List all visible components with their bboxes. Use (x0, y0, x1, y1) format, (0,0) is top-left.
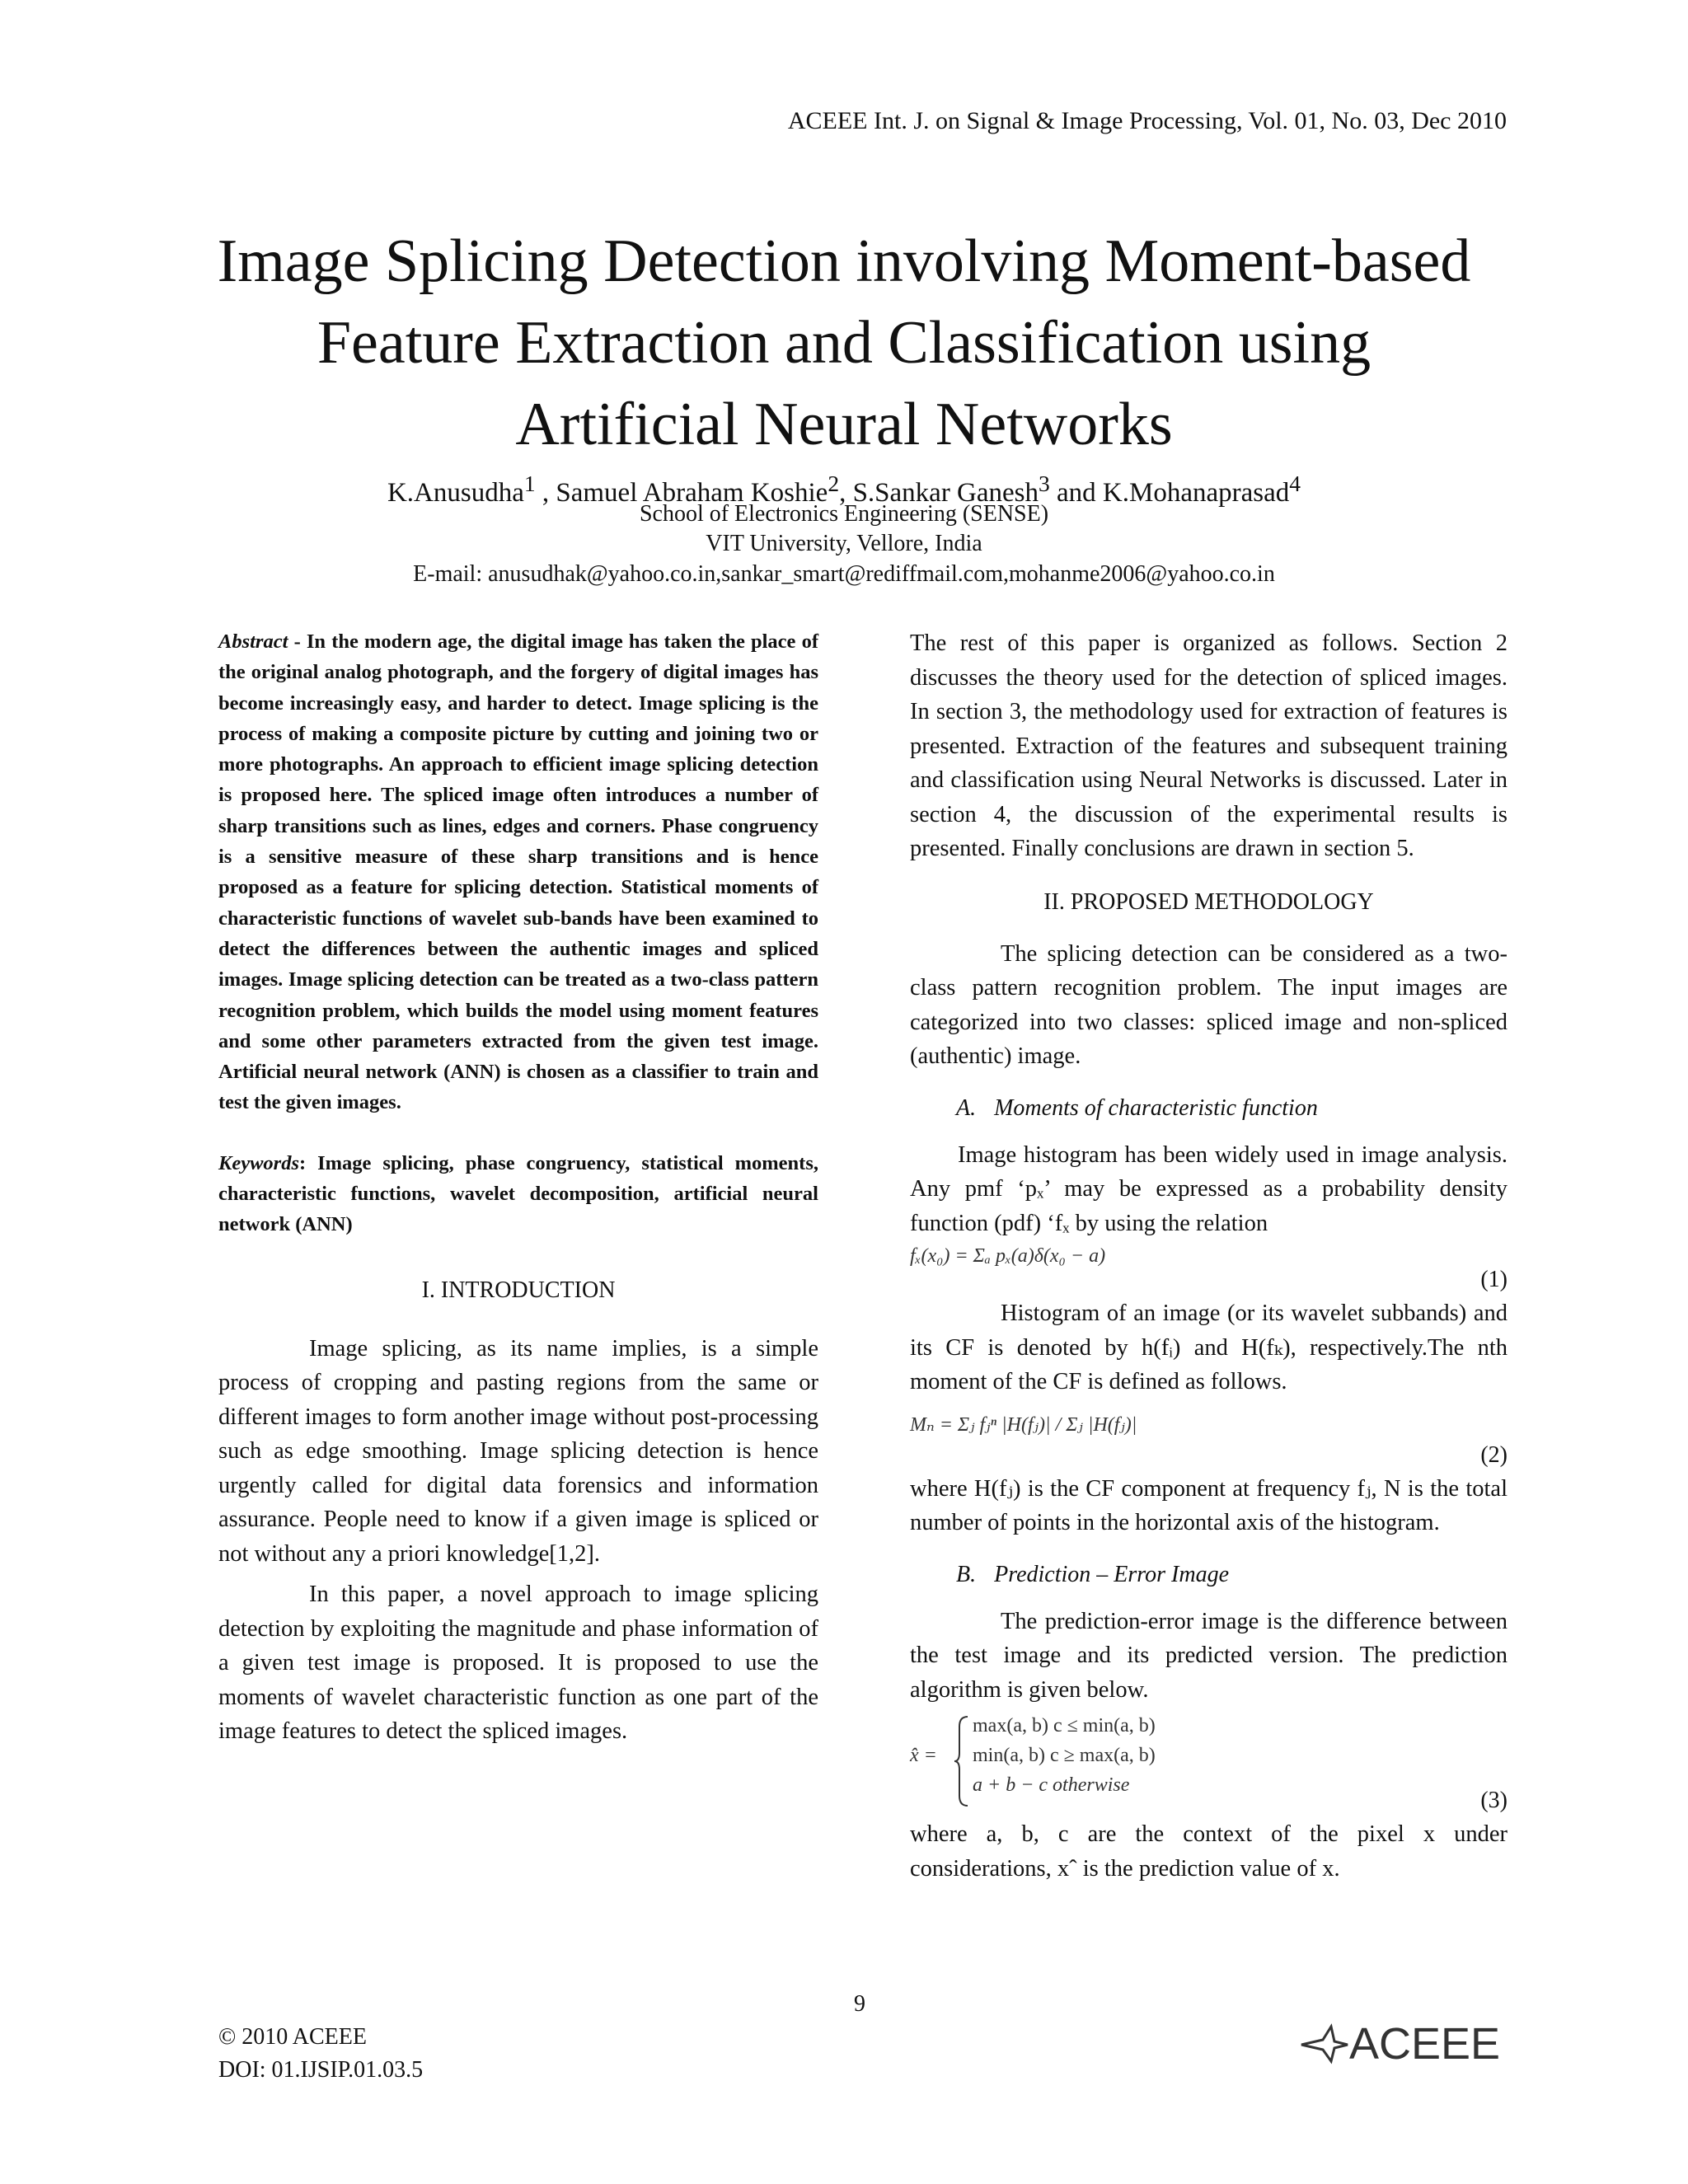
page-number: 9 (854, 1991, 865, 2017)
equation-3-case-2: min(a, b) c ≥ max(a, b) (973, 1745, 1156, 1766)
author-3: , S.Sankar Ganesh (839, 478, 1039, 508)
affiliation-school: School of Electronics Engineering (SENSE) (639, 501, 1049, 527)
title-line-2: Feature Extraction and Classification using (316, 309, 1372, 377)
equation-2-number: (2) (1480, 1441, 1507, 1468)
equation-3-number: (3) (1480, 1788, 1507, 1813)
organization-paragraph: The rest of this paper is organized as follows. Section 2 discusses the theory used for the detection of spliced images. In section 3, the methodology used for extraction of features is presented. Extraction of the features and subsequent training and classification using Neural Networks is discussed. Later in section 4, the discussion of the experimental results is presented. Finally conclusions are drawn in section 5. (910, 630, 1507, 861)
subsection-heading-a: A. Moments of characteristic function (956, 1094, 1318, 1121)
equation-3-case-3: a + b − c otherwise (973, 1774, 1130, 1796)
subsection-a-paragraph-3: where H(fⱼ) is the CF component at frequency fⱼ, N is the total number of points in the horizontal axis of the histogram. (910, 1475, 1507, 1535)
equation-2 (910, 1409, 1507, 1472)
logo-star-icon (1298, 2023, 1349, 2064)
subsection-b-paragraph-2: where a, b, c are the context of the pixel x under considerations, xˆ is the prediction value of x. (910, 1821, 1507, 1882)
equation-3-case-1: max(a, b) c ≤ min(a, b) (973, 1715, 1156, 1736)
section-heading-introduction: I. INTRODUCTION (421, 1277, 616, 1303)
title-line-3: Artificial Neural Networks (515, 391, 1173, 458)
author-4: and K.Mohanaprasad (1049, 478, 1290, 508)
subsection-heading-b: B. Prediction – Error Image (956, 1561, 1229, 1587)
equation-1-formula: fₓ(x₀) = Σₐ pₓ(a)δ(x₀ − a) (910, 1245, 1106, 1267)
logo-text: ACEEE (1349, 2019, 1501, 2069)
running-head: ACEEE Int. J. on Signal & Image Processing, Vol. 01, No. 03, Dec 2010 (787, 107, 1507, 134)
right-column (910, 626, 1507, 1886)
affiliation-university: VIT University, Vellore, India (706, 531, 982, 556)
aceee-logo (1298, 2017, 1508, 2069)
author-1: K.Anusudha (387, 478, 524, 508)
author-list: K.Anusudha$^1$ , Samuel Abraham Koshie$^2$, S.Sankar Ganesh$^3$ and K.Mohanaprasad$^4$ (387, 471, 1301, 508)
doi: DOI: 01.IJSIP.01.03.5 (218, 2057, 424, 2083)
author-2: , Samuel Abraham Koshie (535, 478, 828, 508)
copyright-notice: © 2010 ACEEE (218, 2024, 367, 2050)
equation-3-brace (953, 1715, 969, 1807)
intro-paragraph-2: In this paper, a novel approach to image splicing detection by exploiting the magnitude and phase information of a given test image is proposed. It is proposed to use the moments of wavelet characteristic function as one part of the image features to detect the spliced images. (218, 1582, 818, 1745)
subsection-b-paragraph-1: The prediction-error image is the difference between the test image and its predicted version. The prediction algorithm is given below. (910, 1608, 1507, 1703)
subsection-a-paragraph-1: Image histogram has been widely used in image analysis. Any pmf ‘pₓ’ may be expressed as a probability density function (pdf) ‘fₓ by using the relation (910, 1141, 1507, 1236)
title-line-1: Image Splicing Detection involving Moment-based (217, 227, 1471, 295)
footer (218, 2021, 423, 2087)
equation-1-number: (1) (1480, 1267, 1507, 1292)
equation-1 (910, 1245, 1507, 1296)
subsection-a-paragraph-2: Histogram of an image (or its wavelet subbands) and its CF is denoted by h(fᵢ) and H(fₖ), respectively.The nth moment of the CF is defined as follows. (910, 1301, 1507, 1394)
paper-title (157, 221, 1531, 466)
section-heading-methodology: II. PROPOSED METHODOLOGY (1043, 888, 1374, 915)
affiliation-email: E-mail: anusudhak@yahoo.co.in,sankar_smart@rediffmail.com,mohanme2006@yahoo.co.in (413, 561, 1275, 587)
equation-3 (910, 1712, 1507, 1817)
methodology-paragraph: The splicing detection can be considered as a two-class pattern recognition problem. The input images are categorized into two classes: spliced image and non-spliced (authentic) image. (910, 940, 1507, 1069)
intro-paragraph-1: Image splicing, as its name implies, is a simple process of cropping and pasting regions from the same or different images to form another image without post-processing such as edge smoothing. Image splicing detection is hence urgently called for digital data forensics and information assurance. People need to know if a given image is spliced or not without any a priori knowledge[1,2]. (218, 1335, 818, 1567)
abstract: Abstract - In the modern age, the digital image has taken the place of the original analog photograph, and the forgery of digital images has become increasingly easy, and harder to detect. Image splicing is the process of making a composite picture by cutting and joining two or more photographs. An approach to efficient image splicing detection is proposed here. The spliced image often introduces a number of sharp transitions such as lines, edges and corners. Phase congruency is a sensitive measure of these sharp transitions and is hence proposed as a feature for splicing detection. Statistical moments of characteristic functions of wavelet sub-bands have been examined to detect the differences between the authentic images and spliced images. Image splicing detection can be treated as a two-class pattern recognition problem, which builds the model using moment features and some other parameters extracted from the given test image. Artificial neural network (ANN) is chosen as a classifier to train and test the given images. (218, 630, 818, 1114)
left-column (218, 626, 818, 1749)
keywords: Keywords: Image splicing, phase congruency, statistical moments, characteristic functions, wavelet decomposition, artificial neural network (ANN) (218, 1151, 818, 1235)
equation-2-formula: Mₙ = Σⱼ fⱼⁿ |H(fⱼ)| / Σⱼ |H(fⱼ)| (910, 1413, 1137, 1436)
equation-3-lhs: x̂ = (910, 1745, 937, 1766)
